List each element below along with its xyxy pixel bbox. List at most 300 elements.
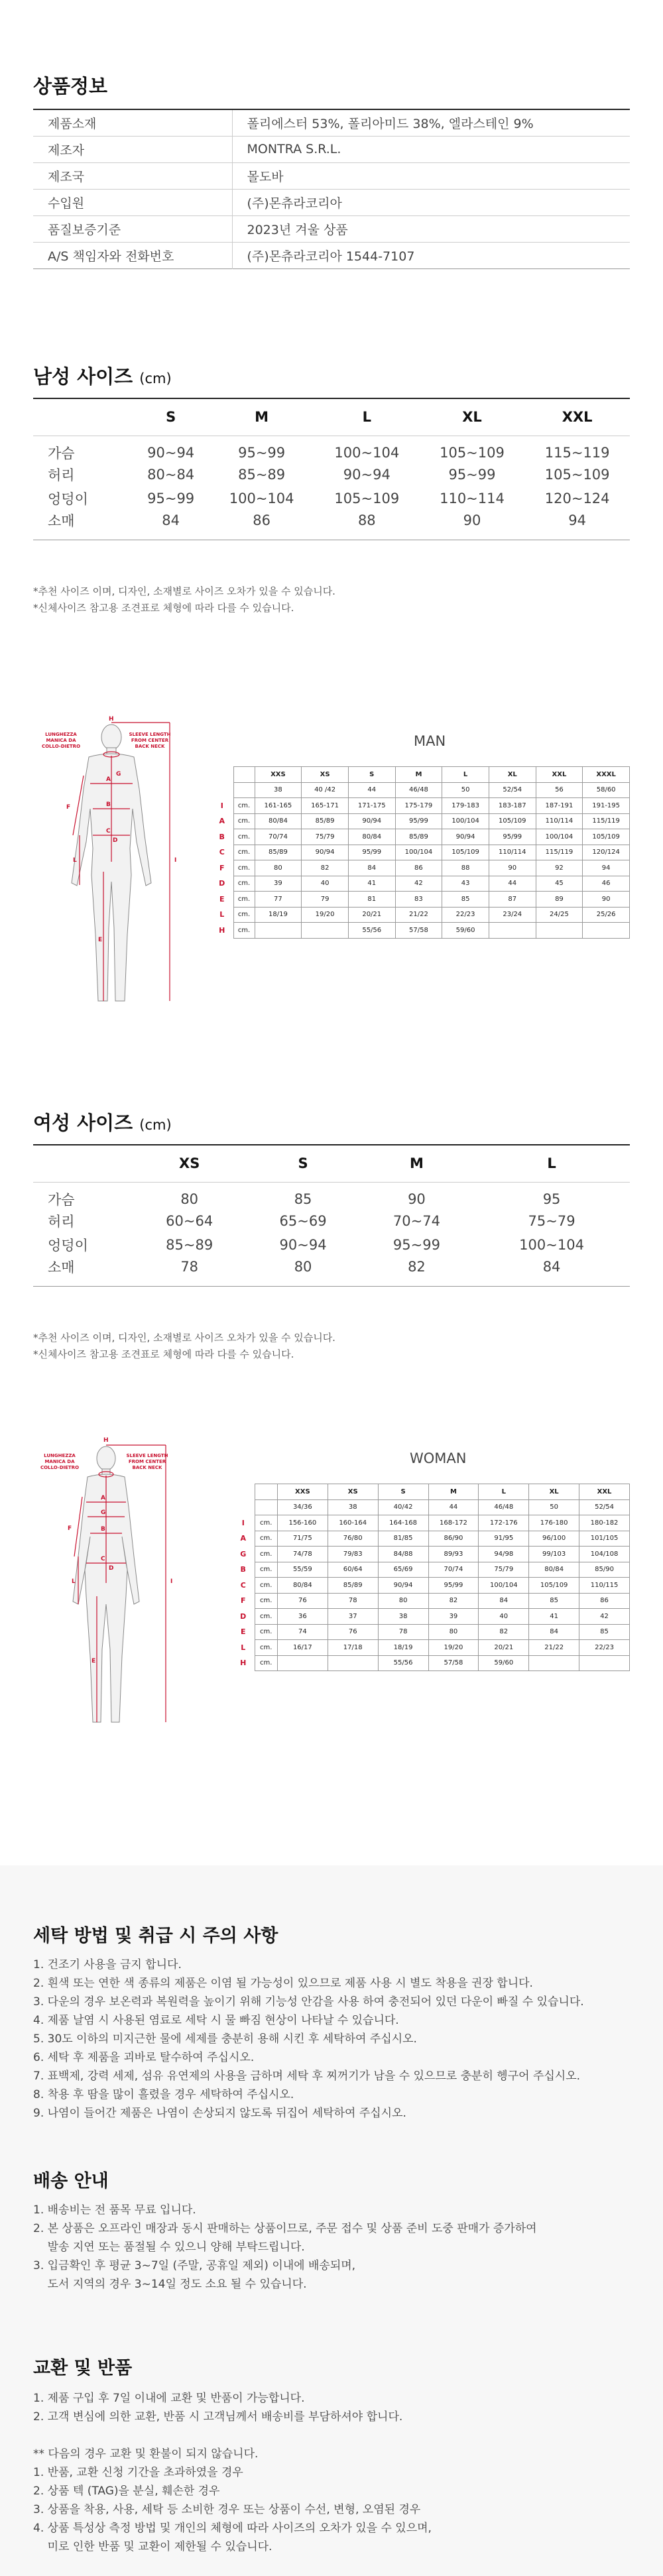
chart-cell: 50 [529, 1499, 579, 1515]
chart-code: E [240, 1627, 246, 1637]
chart-cell: 101/105 [579, 1531, 630, 1547]
size-cell: 80 [180, 1191, 199, 1207]
info-row [33, 162, 630, 189]
size-cell: 95 [542, 1191, 561, 1207]
returns-list [33, 2389, 402, 2426]
size-header-row [33, 398, 630, 436]
chart-cell: 89/93 [428, 1547, 479, 1562]
chart-unit [233, 782, 255, 798]
chart-code: F [240, 1596, 246, 1606]
list-item: 미로 인한 반품 및 교환이 제한될 수 있습니다. [33, 2540, 272, 2553]
chart-row [232, 1499, 630, 1515]
chart-cell: 55/56 [378, 1655, 428, 1671]
women-body-diagram [40, 1431, 199, 1735]
info-label: A/S 책임자와 전화번호 [33, 242, 232, 268]
chart-row [232, 1547, 630, 1562]
chart-code: L [219, 910, 225, 919]
chart-cell: 95/99 [395, 813, 442, 829]
chart-cell: 20/21 [348, 907, 395, 923]
chart-cell: 104/108 [579, 1547, 630, 1562]
men-diagram-left-label: LUNGHEZZA MANICA DA COLLO-DIETRO [41, 732, 81, 749]
svg-text:F: F [68, 1525, 72, 1532]
chart-unit: cm. [233, 829, 255, 845]
chart-cell: 100/104 [536, 829, 583, 845]
chart-cell [277, 1655, 328, 1671]
chart-cell: 86 [395, 860, 442, 876]
chart-cell: 100/104 [442, 813, 489, 829]
chart-cell: 71/75 [277, 1531, 328, 1547]
chart-header: XL [529, 1484, 579, 1500]
chart-cell: 42 [395, 876, 442, 892]
info-value: (주)몬츄라코리아 [232, 189, 630, 215]
chart-cell: 187-191 [536, 798, 583, 814]
size-cell: 90~94 [343, 466, 391, 483]
size-header: XXL [524, 398, 630, 436]
svg-text:H: H [103, 1437, 109, 1444]
chart-cell: 21/22 [395, 907, 442, 923]
chart-code: A [219, 817, 225, 826]
chart-cell: 25/26 [583, 907, 630, 923]
list-item: 발송 지연 또는 품절될 수 있으니 양해 부탁드립니다. [33, 2241, 305, 2254]
svg-text:E: E [91, 1658, 96, 1665]
chart-cell: 24/25 [536, 907, 583, 923]
chart-cell: 20/21 [479, 1640, 529, 1656]
men-diagram-right-label: SLEEVE LENGTH FROM CENTER BACK NECK [129, 732, 171, 749]
chart-unit: cm. [255, 1531, 277, 1547]
chart-cell: 179-183 [442, 798, 489, 814]
chart-cell: 90/94 [442, 829, 489, 845]
chart-cell: 46/48 [479, 1499, 529, 1515]
size-cell: 100~104 [334, 444, 400, 461]
women-diagram-left-label: LUNGHEZZA MANICA DA COLLO-DIETRO [40, 1453, 80, 1470]
chart-row [211, 813, 630, 829]
info-value: 몰도바 [232, 162, 630, 189]
size-cell: 86 [253, 512, 271, 528]
chart-header: M [395, 767, 442, 783]
chart-cell: 23/24 [489, 907, 536, 923]
chart-unit: cm. [233, 798, 255, 814]
chart-cell: 55/59 [277, 1562, 328, 1578]
size-cell: 90~94 [147, 444, 195, 461]
women-diagram-right-label: SLEEVE LENGTH FROM CENTER BACK NECK [126, 1453, 168, 1470]
returns-exceptions-list [33, 2463, 432, 2556]
chart-cell: 21/22 [529, 1640, 579, 1656]
chart-unit: cm. [233, 860, 255, 876]
chart-cell: 82 [428, 1593, 479, 1609]
chart-cell: 85 [442, 892, 489, 907]
chart-code: G [240, 1549, 247, 1558]
chart-cell: 76/80 [328, 1531, 378, 1547]
list-item: 2. 흰색 또는 연한 색 종류의 제품은 이염 될 가능성이 있으므로 제품 사용 시 별도 착용을 권장 합니다. [33, 1977, 533, 1990]
chart-cell: 95/99 [489, 829, 536, 845]
chart-unit: cm. [255, 1593, 277, 1609]
chart-row [232, 1624, 630, 1640]
chart-cell [579, 1655, 630, 1671]
size-header: M [209, 398, 314, 436]
chart-row [211, 923, 630, 939]
size-cell: 60~64 [166, 1212, 213, 1229]
chart-cell: 79/83 [328, 1547, 378, 1562]
svg-text:G: G [101, 1509, 106, 1516]
chart-cell: 85/89 [255, 845, 302, 860]
size-cell: 120~124 [544, 490, 610, 506]
chart-unit: cm. [255, 1640, 277, 1656]
chart-code: B [240, 1565, 246, 1574]
chart-code: C [240, 1580, 246, 1590]
svg-text:D: D [109, 1565, 114, 1572]
chart-cell: 90 [583, 892, 630, 907]
chart-cell: 110/115 [579, 1578, 630, 1594]
chart-row [232, 1531, 630, 1547]
women-size-table [33, 1144, 630, 1287]
svg-text:A: A [101, 1495, 105, 1501]
chart-unit: cm. [255, 1655, 277, 1671]
chart-code: D [240, 1611, 247, 1621]
chart-cell: 156-160 [277, 1515, 328, 1531]
svg-text:B: B [101, 1526, 105, 1533]
chart-row [211, 798, 630, 814]
size-cell: 94 [568, 512, 587, 528]
chart-cell [536, 923, 583, 939]
chart-cell: 78 [378, 1624, 428, 1640]
chart-header: XXXL [583, 767, 630, 783]
list-item: 4. 제품 날염 시 사용된 염료로 세탁 시 물 빠짐 현상이 나타날 수 있습니다. [33, 2014, 399, 2027]
list-item: 3. 다운의 경우 보온력과 복원력을 높이기 위해 기능성 안감을 사용 하여 충전되어 있던 다운이 빠질 수 있습니다. [33, 1995, 584, 2009]
chart-cell: 56 [536, 782, 583, 798]
women-size-notes [33, 1330, 335, 1363]
size-header: L [314, 398, 420, 436]
info-label: 품질보증기준 [33, 215, 232, 242]
chart-cell: 75/79 [479, 1562, 529, 1578]
list-item: 9. 나염이 들어간 제품은 나염이 손상되지 않도록 뒤집어 세탁하여 주십시오. [33, 2107, 406, 2120]
size-row-label: 가슴 [48, 1191, 75, 1208]
svg-text:F: F [66, 804, 71, 811]
chart-cell: 45 [536, 876, 583, 892]
chart-cell: 17/18 [328, 1640, 378, 1656]
chart-cell: 80 [378, 1593, 428, 1609]
chart-cell: 164-168 [378, 1515, 428, 1531]
chart-cell [255, 923, 302, 939]
chart-cell: 94 [583, 860, 630, 876]
chart-row [211, 892, 630, 907]
size-row-label: 소매 [48, 512, 75, 529]
chart-cell [529, 1655, 579, 1671]
chart-cell [489, 923, 536, 939]
chart-corner [233, 767, 255, 783]
size-cell: 82 [408, 1258, 426, 1275]
size-cell: 85 [294, 1191, 312, 1207]
svg-text:L: L [72, 1578, 76, 1585]
chart-header: XS [328, 1484, 378, 1500]
list-item: 2. 상품 텍 (TAG)을 분실, 훼손한 경우 [33, 2485, 220, 2498]
chart-cell: 57/58 [428, 1655, 479, 1671]
svg-text:C: C [106, 828, 111, 835]
info-value: MONTRA S.R.L. [232, 136, 630, 162]
chart-cell: 44 [489, 876, 536, 892]
chart-cell: 74 [277, 1624, 328, 1640]
chart-cell: 76 [277, 1593, 328, 1609]
chart-cell: 82 [479, 1624, 529, 1640]
info-row [33, 215, 630, 242]
size-row-label: 허리 [48, 1213, 75, 1230]
chart-cell: 180-182 [579, 1515, 630, 1531]
size-header: XL [420, 398, 525, 436]
chart-row [232, 1640, 630, 1656]
size-row [33, 436, 630, 463]
svg-text:C: C [101, 1556, 105, 1562]
chart-cell: 85/90 [579, 1562, 630, 1578]
women-chart-table [232, 1484, 630, 1671]
chart-header: XXS [277, 1484, 328, 1500]
laundry-title: 세탁 방법 및 취급 시 주의 사항 [33, 1926, 278, 1946]
size-cell: 70~74 [392, 1212, 440, 1229]
chart-code: E [219, 894, 225, 904]
size-note: *추천 사이즈 이며, 디자인, 소재별로 사이즈 오차가 있을 수 있습니다. [33, 585, 335, 597]
chart-cell: 40 [479, 1609, 529, 1625]
size-cell: 95~99 [147, 490, 195, 506]
chart-cell: 183-187 [489, 798, 536, 814]
list-item: 8. 착용 후 땀을 많이 흘렸을 경우 세탁하여 주십시오. [33, 2088, 294, 2101]
list-item: 1. 제품 구입 후 7일 이내에 교환 및 반품이 가능합니다. [33, 2392, 305, 2405]
chart-cell: 172-176 [479, 1515, 529, 1531]
men-size-notes [33, 583, 335, 616]
size-row-label: 가슴 [48, 445, 75, 461]
chart-cell: 100/104 [395, 845, 442, 860]
chart-cell: 18/19 [255, 907, 302, 923]
chart-cell: 59/60 [479, 1655, 529, 1671]
chart-cell: 82 [302, 860, 349, 876]
chart-code: H [219, 925, 225, 935]
size-cell: 90 [408, 1191, 426, 1207]
info-row [33, 242, 630, 268]
size-cell: 95~99 [238, 444, 286, 461]
svg-text:B: B [106, 801, 111, 808]
chart-cell: 19/20 [302, 907, 349, 923]
chart-cell: 78 [328, 1593, 378, 1609]
list-item: 1. 배송비는 전 품목 무료 입니다. [33, 2203, 196, 2217]
chart-row [211, 860, 630, 876]
info-label: 제조자 [33, 136, 232, 162]
chart-cell: 95/99 [348, 845, 395, 860]
chart-cell: 81/85 [378, 1531, 428, 1547]
chart-cell: 39 [428, 1609, 479, 1625]
size-row [33, 463, 630, 487]
chart-cell: 38 [328, 1499, 378, 1515]
chart-header: XL [489, 767, 536, 783]
size-header: XS [133, 1145, 246, 1182]
chart-cell: 52/54 [489, 782, 536, 798]
chart-cell: 40 [302, 876, 349, 892]
men-size-unit: (cm) [139, 371, 172, 386]
size-cell: 84 [162, 512, 180, 528]
chart-cell: 110/114 [536, 813, 583, 829]
size-header: M [360, 1145, 473, 1182]
chart-cell: 176-180 [529, 1515, 579, 1531]
chart-cell: 105/109 [529, 1578, 579, 1594]
chart-cell: 46/48 [395, 782, 442, 798]
size-header-row [33, 1145, 630, 1182]
chart-cell: 42 [579, 1609, 630, 1625]
chart-unit: cm. [255, 1609, 277, 1625]
chart-row [211, 876, 630, 892]
chart-unit: cm. [233, 907, 255, 923]
chart-cell: 161-165 [255, 798, 302, 814]
chart-cell: 87 [489, 892, 536, 907]
list-item: 2. 본 상품은 오프라인 매장과 동시 판매하는 상품이므로, 주문 접수 및 상품 준비 도중 판매가 증가하여 [33, 2222, 537, 2235]
women-size-unit: (cm) [139, 1117, 172, 1133]
men-body-figure-icon [40, 709, 199, 1014]
size-cell: 105~109 [440, 444, 505, 461]
chart-cell: 37 [328, 1609, 378, 1625]
chart-row [211, 907, 630, 923]
men-chart-table [211, 766, 630, 939]
chart-cell: 105/109 [583, 829, 630, 845]
chart-cell: 50 [442, 782, 489, 798]
svg-text:A: A [106, 776, 111, 783]
info-value: 폴리에스터 53%, 폴리아미드 38%, 엘라스테인 9% [232, 109, 630, 136]
chart-row [211, 829, 630, 845]
chart-cell: 94/98 [479, 1547, 529, 1562]
chart-cell: 85 [529, 1593, 579, 1609]
chart-cell: 55/56 [348, 923, 395, 939]
size-cell: 95~99 [392, 1236, 440, 1253]
chart-row [211, 782, 630, 798]
chart-blank [211, 767, 233, 783]
list-item: 4. 상품 특성상 측정 방법 및 개인의 체형에 따라 사이즈의 오차가 있을 수 있으며, [33, 2522, 432, 2535]
returns-title: 교환 및 반품 [33, 2358, 133, 2378]
product-info-title: 상품정보 [33, 75, 108, 97]
size-row-label: 엉덩이 [48, 1237, 88, 1254]
chart-cell: 18/19 [378, 1640, 428, 1656]
size-cell: 84 [542, 1258, 561, 1275]
svg-text:I: I [174, 857, 177, 864]
chart-cell: 43 [442, 876, 489, 892]
chart-cell: 52/54 [579, 1499, 630, 1515]
chart-cell: 92 [536, 860, 583, 876]
info-row [33, 109, 630, 136]
men-size-title-text: 남성 사이즈 [33, 365, 133, 388]
chart-row [232, 1578, 630, 1594]
size-header: S [246, 1145, 359, 1182]
chart-cell: 41 [529, 1609, 579, 1625]
list-item: 5. 30도 이하의 미지근한 물에 세제를 충분히 용해 시킨 후 세탁하여 주십시오. [33, 2032, 417, 2046]
chart-cell: 90/94 [302, 845, 349, 860]
chart-cell: 58/60 [583, 782, 630, 798]
chart-cell: 84 [479, 1593, 529, 1609]
chart-unit: cm. [233, 845, 255, 860]
chart-code: I [241, 1518, 245, 1527]
chart-header: XXS [255, 767, 302, 783]
chart-cell: 115/119 [583, 813, 630, 829]
size-header: S [133, 398, 209, 436]
size-cell: 85~89 [166, 1236, 213, 1253]
size-cell: 90 [463, 512, 481, 528]
chart-row [232, 1655, 630, 1671]
size-cell: 95~99 [448, 466, 496, 483]
size-row [33, 487, 630, 510]
women-size-title [33, 1108, 172, 1136]
shipping-list [33, 2201, 537, 2294]
size-row [33, 1257, 630, 1287]
chart-cell: 80 [255, 860, 302, 876]
chart-row [232, 1609, 630, 1625]
chart-cell: 80/84 [255, 813, 302, 829]
size-cell: 105~109 [544, 466, 610, 483]
chart-cell: 171-175 [348, 798, 395, 814]
chart-row [232, 1515, 630, 1531]
info-value: 2023년 겨울 상품 [232, 215, 630, 242]
info-row [33, 189, 630, 215]
chart-cell: 65/69 [378, 1562, 428, 1578]
info-label: 제조국 [33, 162, 232, 189]
chart-unit [255, 1499, 277, 1515]
svg-text:I: I [170, 1578, 173, 1585]
chart-cell: 22/23 [579, 1640, 630, 1656]
chart-row [232, 1562, 630, 1578]
chart-header: L [479, 1484, 529, 1500]
chart-cell: 40/42 [378, 1499, 428, 1515]
size-note: *신체사이즈 참고용 조견표로 체형에 따라 다를 수 있습니다. [33, 602, 294, 614]
svg-text:L: L [73, 857, 77, 864]
chart-cell: 16/17 [277, 1640, 328, 1656]
chart-cell: 85/89 [328, 1578, 378, 1594]
men-chart-title: MAN [414, 733, 446, 749]
chart-code: A [240, 1534, 246, 1543]
chart-cell: 75/79 [302, 829, 349, 845]
info-row [33, 136, 630, 162]
size-row [33, 1233, 630, 1257]
chart-cell: 40 /42 [302, 782, 349, 798]
chart-cell: 19/20 [428, 1640, 479, 1656]
size-cell: 80 [294, 1258, 312, 1275]
chart-code: H [240, 1659, 247, 1668]
chart-cell: 96/100 [529, 1531, 579, 1547]
size-cell: 85~89 [238, 466, 286, 483]
chart-cell: 85/89 [395, 829, 442, 845]
chart-cell: 46 [583, 876, 630, 892]
chart-cell: 80/84 [529, 1562, 579, 1578]
chart-cell: 160-164 [328, 1515, 378, 1531]
chart-cell: 95/99 [428, 1578, 479, 1594]
chart-code [232, 1499, 255, 1515]
chart-cell [302, 923, 349, 939]
chart-cell: 39 [255, 876, 302, 892]
chart-header-row [232, 1484, 630, 1500]
size-note: *신체사이즈 참고용 조견표로 체형에 따라 다를 수 있습니다. [33, 1348, 294, 1360]
chart-cell: 85 [579, 1624, 630, 1640]
size-row-label: 소매 [48, 1259, 75, 1275]
chart-header: S [378, 1484, 428, 1500]
chart-cell: 38 [255, 782, 302, 798]
chart-cell: 105/109 [442, 845, 489, 860]
chart-cell: 76 [328, 1624, 378, 1640]
chart-cell: 90/94 [348, 813, 395, 829]
chart-cell: 175-179 [395, 798, 442, 814]
info-value: (주)몬츄라코리아 1544-7107 [247, 249, 415, 264]
chart-cell: 165-171 [302, 798, 349, 814]
chart-cell: 80/84 [277, 1578, 328, 1594]
chart-cell: 36 [277, 1609, 328, 1625]
chart-cell: 89 [536, 892, 583, 907]
size-cell: 115~119 [544, 444, 610, 461]
chart-cell: 22/23 [442, 907, 489, 923]
laundry-list [33, 1956, 584, 2123]
chart-cell: 105/109 [489, 813, 536, 829]
size-row-label: 허리 [48, 467, 75, 483]
chart-cell: 110/114 [489, 845, 536, 860]
chart-cell: 84 [348, 860, 395, 876]
svg-text:E: E [98, 937, 103, 943]
